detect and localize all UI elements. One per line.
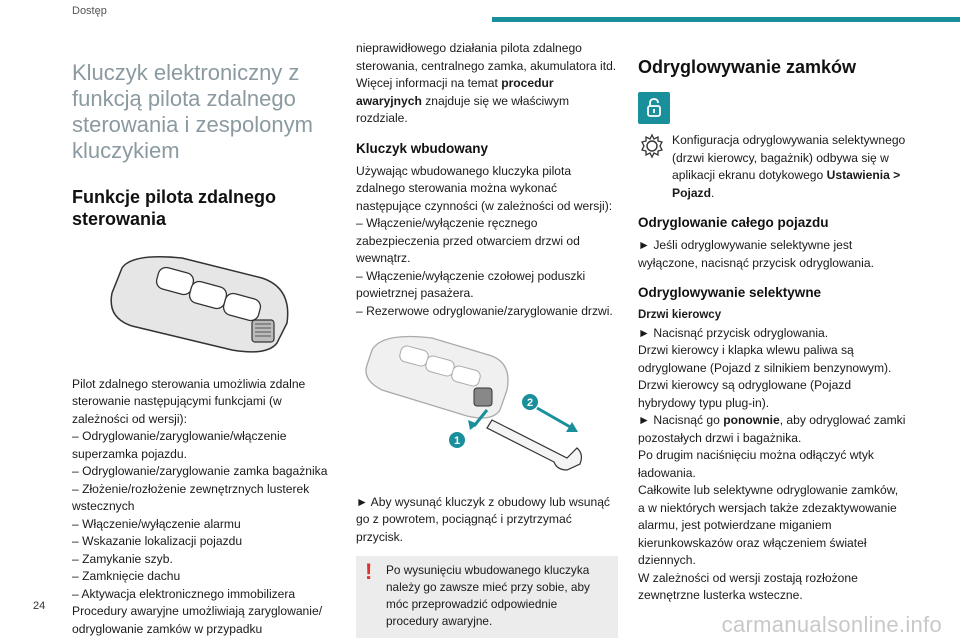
exclamation-icon: ! [365, 559, 373, 584]
list-item: – Włączenie/wyłączenie ręcznego zabezpieczenia przed otwarciem drzwi od wewnątrz. [356, 216, 580, 265]
figure-label-2: 2 [526, 397, 534, 409]
heading-full-unlock: Odryglowanie całego pojazdu [638, 215, 829, 230]
continued-paragraph: nieprawidłowego działania pilota zdalnego sterowania, centralnego zamka, akumulatora itd. Więcej informacji na temat procedur awaryjnych znajduje się we właściwym rozdziale. [356, 41, 617, 125]
section-heading-unlocking: Odryglowywanie zamków [638, 57, 857, 77]
heading-driver-door: Drzwi kierowcy [638, 309, 722, 321]
list-item: – Złożenie/rozłożenie zewnętrznych lusterek wstecznych [72, 481, 310, 513]
paragraph-line: W zależności od wersji zostają rozłożone zewnętrzne lusterka wsteczne. [638, 570, 858, 602]
key-extraction-illustration [362, 330, 602, 480]
list-item: – Aktywacja elektronicznego immobilizera [72, 586, 296, 601]
header-accent-bar [492, 17, 960, 22]
list-item: – Włączenie/wyłączenie alarmu [72, 516, 241, 531]
page-title: Kluczyk elektroniczny z funkcją pilota zdalnego sterowania i zespolonym kluczykiem [72, 60, 313, 163]
paragraph-line: Drzwi kierowcy są odryglowane (Pojazd hybrydowy typu plug-in). [638, 378, 852, 410]
section-label: Dostęp [72, 5, 107, 17]
list-item: – Rezerwowe odryglowanie/zaryglowanie drzwi. [356, 303, 613, 318]
list-item: – Wskazanie lokalizacji pojazdu [72, 534, 243, 548]
paragraph-line: ► Nacisnąć przycisk odryglowania. [638, 325, 829, 340]
full-unlock-text: ► Jeśli odryglowywanie selektywne jest wyłączone, nacisnąć przycisk odryglowania. [638, 238, 874, 270]
config-note: Konfiguracja odryglowywania selektywnego (drzwi kierowcy, bagażnik) odbywa się w aplikacji ekranu dotykowego Ustawienia > Pojazd. [638, 132, 906, 202]
built-in-key-intro: Używając wbudowanego kluczyka pilota zdalnego sterowania można wykonać następujące czynności (w zależności od wersji): [356, 163, 613, 213]
gear-icon [638, 132, 666, 160]
figure-label-1: 1 [453, 435, 461, 447]
list-item: – Zamknięcie dachu [72, 569, 181, 583]
heading-selective-unlock: Odryglowywanie selektywne [638, 285, 822, 300]
extraction-instruction: ► Aby wysunąć kluczyk z obudowy lub wsunąć go z powrotem, pociągnąć i przytrzymać przycisk. [356, 494, 610, 544]
page-number: 24 [33, 600, 46, 612]
paragraph-line: Drzwi kierowcy i klapka wlewu paliwa są odryglowane (Pojazd z silnikiem benzynowym). [638, 343, 892, 375]
section-heading-built-in-key: Kluczyk wbudowany [356, 140, 489, 156]
warning-box [356, 556, 618, 638]
paragraph-line: Całkowite lub selektywne odryglowanie zamków, a w niektórych wersjach także zdezaktywowanie alarmu, jest potwierdzane miganiem kierunkowskazów oraz włączeniem świateł dziennych. [638, 483, 899, 567]
section-heading-remote-functions: Funkcje pilota zdalnego sterowania [72, 187, 277, 229]
list-item: – Odryglowanie/zaryglowanie zamka bagażnika [72, 464, 328, 478]
remote-intro: Pilot zdalnego sterowania umożliwia zdalne sterowanie następującymi funkcjami (w zależności od wersji): [72, 376, 306, 426]
warning-text: Po wysunięciu wbudowanego kluczyka należy go zawsze mieć przy sobie, aby móc przeprowadzić odpowiednie procedury awaryjne. [386, 563, 590, 628]
press-again-text: ► Nacisnąć go ponownie, aby odryglować zamki pozostałych drzwi i bagażnika. [638, 413, 906, 445]
column-middle [356, 40, 618, 638]
paragraph-line: Po drugim naciśnięciu można odłączyć wtyk ładowania. [638, 448, 874, 480]
list-item: – Włączenie/wyłączenie czołowej poduszki powietrznej pasażera. [356, 268, 586, 300]
emergency-note: Procedury awaryjne umożliwiają zaryglowanie/ odryglowanie zamków w przypadku [72, 604, 323, 636]
list-item: – Zamykanie szyb. [72, 551, 173, 566]
list-item: – Odryglowanie/zaryglowanie/włączenie superzamka pojazdu. [72, 429, 287, 461]
column-right [638, 52, 906, 605]
remote-key-illustration [102, 248, 302, 358]
unlock-icon [638, 92, 670, 124]
remote-function-list [72, 428, 330, 603]
watermark: carmanualsonline.info [721, 612, 942, 637]
column-left [72, 52, 330, 638]
